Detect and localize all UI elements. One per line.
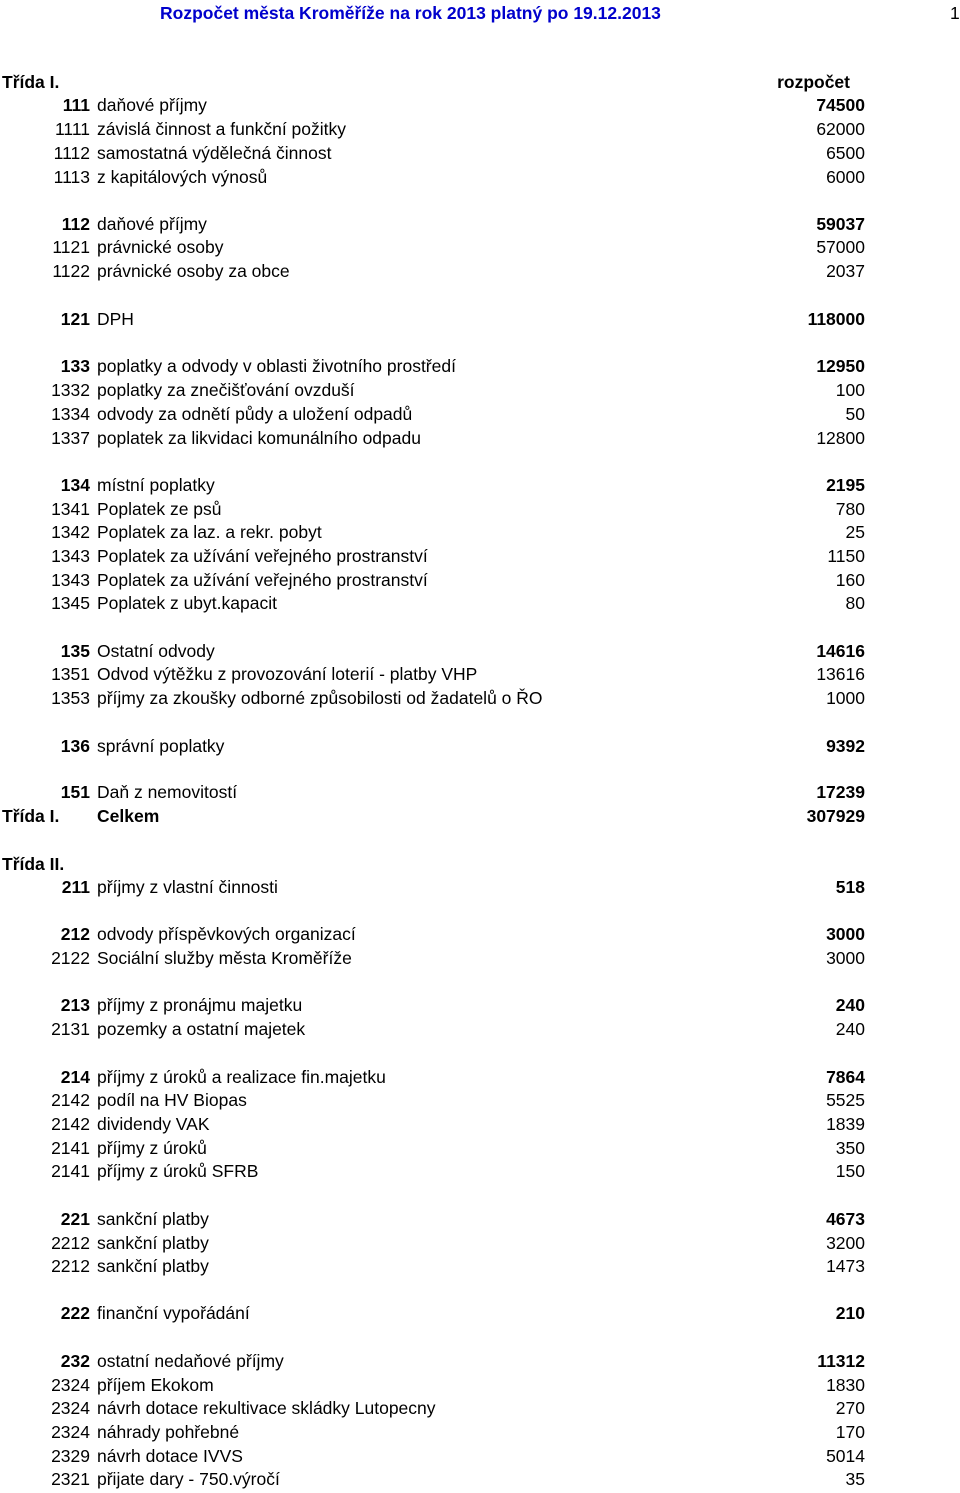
code-cell: 2321 bbox=[51, 1469, 90, 1489]
group-row bbox=[0, 308, 960, 330]
label-cell: Poplatek ze psů bbox=[97, 499, 222, 519]
code-cell: 1351 bbox=[51, 664, 90, 684]
amount-cell: 6000 bbox=[826, 167, 865, 187]
page-number: 1 bbox=[950, 3, 960, 23]
amount-cell: 1150 bbox=[827, 546, 865, 566]
group-row bbox=[0, 1208, 960, 1230]
amount-cell: 240 bbox=[835, 1019, 865, 1039]
label-cell: odvody za odnětí půdy a uložení odpadů bbox=[97, 404, 413, 424]
group-row bbox=[0, 735, 960, 757]
table-row bbox=[0, 1255, 960, 1277]
code-cell: 2324 bbox=[51, 1398, 90, 1418]
label-cell: Daň z nemovitostí bbox=[97, 782, 238, 802]
label-cell: odvody příspěvkových organizací bbox=[97, 924, 356, 944]
amount-cell: 50 bbox=[845, 404, 865, 424]
label-cell: poplatek za likvidaci komunálního odpadu bbox=[97, 428, 421, 448]
amount-cell: 25 bbox=[845, 522, 865, 542]
budget-column-header: rozpočet bbox=[777, 72, 850, 92]
amount-cell: 1830 bbox=[826, 1375, 865, 1395]
group-row bbox=[0, 213, 960, 235]
amount-cell: 62000 bbox=[816, 119, 865, 139]
amount-cell: 1000 bbox=[826, 688, 865, 708]
amount-cell: 210 bbox=[835, 1303, 865, 1323]
table-row bbox=[0, 1018, 960, 1040]
code-cell: 214 bbox=[60, 1067, 90, 1087]
label-cell: místní poplatky bbox=[97, 475, 215, 495]
group-row bbox=[0, 876, 960, 898]
label-cell: z kapitálových výnosů bbox=[97, 167, 268, 187]
code-cell: 2142 bbox=[51, 1090, 90, 1110]
amount-cell: 780 bbox=[835, 499, 865, 519]
code-cell: 151 bbox=[60, 782, 90, 802]
amount-cell: 59037 bbox=[816, 214, 865, 234]
code-cell: 1353 bbox=[51, 688, 90, 708]
amount-cell: 150 bbox=[835, 1161, 865, 1181]
code-cell: 2212 bbox=[51, 1233, 90, 1253]
amount-cell: 3000 bbox=[826, 924, 865, 944]
label-cell: Sociální služby města Kroměříže bbox=[97, 948, 352, 968]
table-row bbox=[0, 1421, 960, 1443]
code-cell: 1122 bbox=[52, 261, 90, 281]
code-cell: 133 bbox=[60, 356, 90, 376]
table-row bbox=[0, 1397, 960, 1419]
code-cell: 213 bbox=[60, 995, 90, 1015]
code-cell: 1334 bbox=[51, 404, 90, 424]
amount-cell: 118000 bbox=[807, 309, 865, 329]
label-cell: příjmy z pronájmu majetku bbox=[97, 995, 303, 1015]
group-row bbox=[0, 474, 960, 496]
table-row bbox=[0, 545, 960, 567]
table-row bbox=[0, 569, 960, 591]
amount-cell: 11312 bbox=[817, 1351, 865, 1371]
label-cell: samostatná výdělečná činnost bbox=[97, 143, 332, 163]
code-cell: 232 bbox=[60, 1351, 90, 1371]
amount-cell: 12950 bbox=[816, 356, 865, 376]
code-cell: 1113 bbox=[53, 167, 90, 187]
table-row bbox=[0, 1468, 960, 1490]
label-cell: sankční platby bbox=[97, 1209, 209, 1229]
amount-cell: 1839 bbox=[826, 1114, 865, 1134]
label-cell: Poplatek za užívání veřejného prostranství bbox=[97, 570, 428, 590]
table-row bbox=[0, 592, 960, 614]
code-cell: 212 bbox=[60, 924, 90, 944]
table-row bbox=[0, 1137, 960, 1159]
code-cell: 1121 bbox=[52, 237, 90, 257]
label-cell: poplatky za znečišťování ovzduší bbox=[97, 380, 355, 400]
group-row bbox=[0, 1066, 960, 1088]
amount-cell: 4673 bbox=[826, 1209, 865, 1229]
code-cell: 211 bbox=[61, 877, 90, 897]
label-cell: návrh dotace IVVS bbox=[97, 1446, 243, 1466]
code-cell: 2329 bbox=[51, 1446, 90, 1466]
class1-label: Třída I. bbox=[2, 72, 60, 92]
amount-cell: 270 bbox=[835, 1398, 865, 1418]
group-row bbox=[0, 1350, 960, 1372]
table-row bbox=[0, 687, 960, 709]
table-row bbox=[0, 236, 960, 258]
label-cell: poplatky a odvody v oblasti životního prostředí bbox=[97, 356, 456, 376]
label-cell: příjmy z úroků bbox=[97, 1138, 207, 1158]
label-cell: Poplatek za užívání veřejného prostranství bbox=[97, 546, 428, 566]
table-row bbox=[0, 1232, 960, 1254]
class1-total-row bbox=[0, 805, 960, 827]
label-cell: příjmy z úroků SFRB bbox=[97, 1161, 259, 1181]
code-cell: 222 bbox=[60, 1303, 90, 1323]
label-cell: závislá činnost a funkční požitky bbox=[97, 119, 347, 139]
code-cell: 135 bbox=[60, 641, 90, 661]
code-cell: 2324 bbox=[51, 1422, 90, 1442]
amount-cell: 240 bbox=[835, 995, 865, 1015]
amount-cell: 6500 bbox=[826, 143, 865, 163]
code-cell: 1343 bbox=[51, 570, 90, 590]
amount-cell: 518 bbox=[835, 877, 865, 897]
label-cell: právnické osoby za obce bbox=[97, 261, 290, 281]
code-cell: 1345 bbox=[51, 593, 90, 613]
amount-cell: 12800 bbox=[816, 428, 865, 448]
code-cell: 2212 bbox=[51, 1256, 90, 1276]
table-row bbox=[0, 947, 960, 969]
amount-cell: 9392 bbox=[826, 736, 865, 756]
class1-total-amount: 307929 bbox=[806, 806, 865, 826]
label-cell: sankční platby bbox=[97, 1233, 209, 1253]
label-cell: sankční platby bbox=[97, 1256, 209, 1276]
amount-cell: 2037 bbox=[826, 261, 865, 281]
label-cell: daňové příjmy bbox=[97, 95, 207, 115]
code-cell: 1342 bbox=[51, 522, 90, 542]
label-cell: ostatní nedaňové příjmy bbox=[97, 1351, 284, 1371]
code-cell: 2122 bbox=[51, 948, 90, 968]
table-row bbox=[0, 427, 960, 449]
code-cell: 1112 bbox=[53, 143, 90, 163]
amount-cell: 3200 bbox=[826, 1233, 865, 1253]
code-cell: 2142 bbox=[51, 1114, 90, 1134]
label-cell: podíl na HV Biopas bbox=[97, 1090, 247, 1110]
code-cell: 2131 bbox=[51, 1019, 90, 1039]
table-row bbox=[0, 1374, 960, 1396]
amount-cell: 1473 bbox=[826, 1256, 865, 1276]
code-cell: 1341 bbox=[51, 499, 90, 519]
class1-total-label: Třída I. bbox=[2, 806, 60, 826]
amount-cell: 35 bbox=[845, 1469, 865, 1489]
code-cell: 1343 bbox=[51, 546, 90, 566]
group-row bbox=[0, 994, 960, 1016]
amount-cell: 350 bbox=[835, 1138, 865, 1158]
group-row bbox=[0, 94, 960, 116]
class2-label: Třída II. bbox=[2, 854, 65, 874]
code-cell: 2141 bbox=[51, 1161, 90, 1181]
amount-cell: 5525 bbox=[826, 1090, 865, 1110]
group-row bbox=[0, 355, 960, 377]
code-cell: 121 bbox=[60, 309, 90, 329]
label-cell: daňové příjmy bbox=[97, 214, 207, 234]
code-cell: 111 bbox=[62, 95, 90, 115]
amount-cell: 5014 bbox=[826, 1446, 865, 1466]
code-cell: 221 bbox=[60, 1209, 90, 1229]
table-row bbox=[0, 1445, 960, 1467]
label-cell: příjem Ekokom bbox=[97, 1375, 214, 1395]
code-cell: 112 bbox=[61, 214, 90, 234]
label-cell: příjmy z vlastní činnosti bbox=[97, 877, 278, 897]
label-cell: Poplatek za laz. a rekr. pobyt bbox=[97, 522, 322, 542]
group-row bbox=[0, 640, 960, 662]
class2-header-row bbox=[0, 853, 960, 875]
amount-cell: 170 bbox=[835, 1422, 865, 1442]
table-row bbox=[0, 1160, 960, 1182]
amount-cell: 160 bbox=[835, 570, 865, 590]
label-cell: Odvod výtěžku z provozování loterií - platby VHP bbox=[97, 664, 478, 684]
label-cell: příjmy z úroků a realizace fin.majetku bbox=[97, 1067, 386, 1087]
group-row bbox=[0, 1302, 960, 1324]
label-cell: příjmy za zkoušky odborné způsobilosti od žadatelů o ŘO bbox=[97, 688, 543, 708]
label-cell: návrh dotace rekultivace skládky Lutopecny bbox=[97, 1398, 436, 1418]
table-row bbox=[0, 260, 960, 282]
amount-cell: 57000 bbox=[816, 237, 865, 257]
amount-cell: 3000 bbox=[826, 948, 865, 968]
table-row bbox=[0, 118, 960, 140]
table-row bbox=[0, 663, 960, 685]
label-cell: pozemky a ostatní majetek bbox=[97, 1019, 306, 1039]
class1-header-row bbox=[0, 71, 960, 93]
label-cell: Poplatek z ubyt.kapacit bbox=[97, 593, 277, 613]
code-cell: 1337 bbox=[51, 428, 90, 448]
table-row bbox=[0, 1113, 960, 1135]
code-cell: 1332 bbox=[51, 380, 90, 400]
label-cell: finanční vypořádání bbox=[97, 1303, 250, 1323]
label-cell: náhrady pohřebné bbox=[97, 1422, 240, 1442]
group-row bbox=[0, 781, 960, 803]
code-cell: 136 bbox=[60, 736, 90, 756]
label-cell: DPH bbox=[97, 309, 134, 329]
document-title: Rozpočet města Kroměříže na rok 2013 platný po 19.12.2013 bbox=[160, 3, 661, 23]
table-row bbox=[0, 403, 960, 425]
amount-cell: 100 bbox=[835, 380, 865, 400]
label-cell: Ostatní odvody bbox=[97, 641, 215, 661]
amount-cell: 17239 bbox=[816, 782, 865, 802]
table-row bbox=[0, 1089, 960, 1111]
table-row bbox=[0, 379, 960, 401]
code-cell: 1111 bbox=[54, 119, 90, 139]
table-row bbox=[0, 142, 960, 164]
group-row bbox=[0, 923, 960, 945]
amount-cell: 7864 bbox=[826, 1067, 865, 1087]
table-row bbox=[0, 498, 960, 520]
code-cell: 2324 bbox=[51, 1375, 90, 1395]
table-row bbox=[0, 166, 960, 188]
code-cell: 2141 bbox=[51, 1138, 90, 1158]
label-cell: správní poplatky bbox=[97, 736, 225, 756]
label-cell: přijate dary - 750.výročí bbox=[97, 1469, 280, 1489]
amount-cell: 14616 bbox=[816, 641, 865, 661]
amount-cell: 13616 bbox=[816, 664, 865, 684]
label-cell: dividendy VAK bbox=[97, 1114, 210, 1134]
code-cell: 134 bbox=[60, 475, 90, 495]
table-row bbox=[0, 521, 960, 543]
amount-cell: 74500 bbox=[816, 95, 865, 115]
label-cell: právnické osoby bbox=[97, 237, 224, 257]
amount-cell: 2195 bbox=[826, 475, 865, 495]
amount-cell: 80 bbox=[845, 593, 865, 613]
class1-total-text: Celkem bbox=[97, 806, 160, 826]
